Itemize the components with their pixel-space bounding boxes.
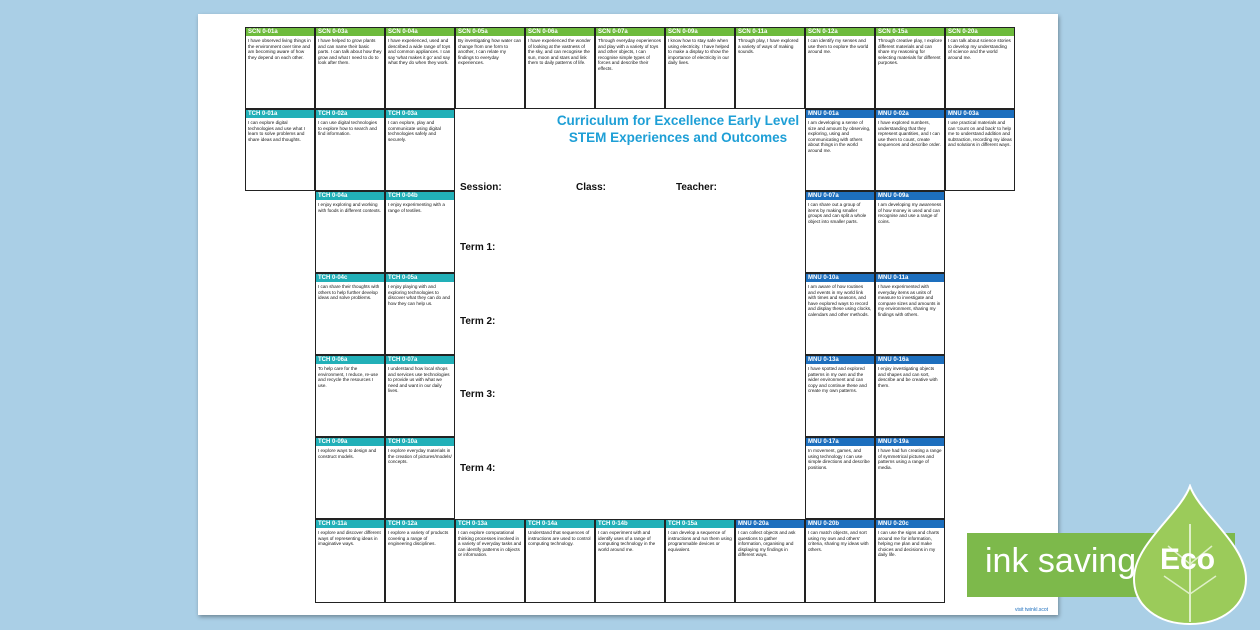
outcome-card-scn-012a [805,27,875,109]
outcome-card-mnu-020c [875,519,945,603]
outcome-text: I can collect objects and ask questions to gather information, organising and displaying my findings in different ways. [738,530,796,558]
outcome-code: MNU 0-07a [806,192,874,200]
outcome-text: Through everyday experiences and play with a variety of toys and other objects, I can recognise simple types of forces and describe their effects. [598,38,662,71]
outcome-code: SCN 0-09a [666,28,734,36]
outcome-text: I am aware of how routines and events in my world link with times and seasons, and have explored ways to record and display these using clocks, calendars and other methods. [808,284,872,317]
outcome-code: MNU 0-10a [806,274,874,282]
outcome-code: SCN 0-20a [946,28,1014,36]
outcome-code: TCH 0-11a [316,520,384,528]
outcome-code: MNU 0-20c [876,520,944,528]
outcome-card-scn-005a [455,27,525,109]
outcome-text: I have experienced the wonder of looking at the vastness of the sky, and can recognise the sun, moon and stars and link them to daily patterns of life. [528,38,591,66]
outcome-text: I enjoy playing with and exploring technologies to discover what they can do and how they can help us. [388,284,451,306]
outcome-code: TCH 0-07a [386,356,454,364]
outcome-text: I have experienced, used and described a wide range of toys and common appliances. I can say 'what makes it go' and say what they do when they work. [388,38,451,66]
outcome-text: I know how to stay safe when using electricity. I have helped to make a display to show the importance of electricity in our daily lives. [668,38,730,66]
outcome-card-tch-004b [385,191,455,273]
title-line-2: STEM Experiences and Outcomes [568,130,788,145]
outcome-code: TCH 0-14b [596,520,664,528]
outcome-code: TCH 0-15a [666,520,734,528]
outcome-card-mnu-003a [945,109,1015,191]
outcome-card-scn-020a [945,27,1015,109]
outcome-card-mnu-020b [805,519,875,603]
outcome-card-mnu-010a [805,273,875,355]
outcome-text: I enjoy experimenting with a range of textiles. [388,202,445,213]
outcome-card-tch-012a [385,519,455,603]
outcome-text: I can identify my senses and use them to explore the world around me. [808,38,869,55]
outcome-card-scn-003a [315,27,385,109]
outcome-code: TCH 0-12a [386,520,454,528]
outcome-code: MNU 0-02a [876,110,944,118]
outcome-code: SCN 0-03a [316,28,384,36]
outcome-code: SCN 0-15a [876,28,944,36]
outcome-code: MNU 0-13a [806,356,874,364]
outcome-text: I have had fun creating a range of symmetrical pictures and patterns using a range of media. [878,448,942,470]
session-label: Session: [460,182,502,193]
outcome-card-mnu-007a [805,191,875,273]
outcome-text: I can share out a group of items by making smaller groups and can split a whole object into smaller parts. [808,202,867,224]
outcome-code: MNU 0-17a [806,438,874,446]
outcome-card-tch-014b [595,519,665,603]
worksheet-page [198,14,1058,615]
outcome-card-scn-004a [385,27,455,109]
outcome-text: I can share their thoughts with others to help further develop ideas and solve problems. [318,284,380,301]
outcome-text: I have helped to grow plants and can name their basic parts. I can talk about how they grow and what I need to do to look after them. [318,38,382,66]
outcome-code: MNU 0-01a [806,110,874,118]
outcome-text: I explore ways to design and construct models. [318,448,377,459]
outcome-text: Understand that sequences of instructions are used to control computing technology. [528,530,591,547]
outcome-code: SCN 0-01a [246,28,314,36]
outcome-code: TCH 0-03a [386,110,454,118]
outcome-card-tch-014a [525,519,595,603]
outcome-code: TCH 0-14a [526,520,594,528]
outcome-code: MNU 0-11a [876,274,944,282]
outcome-code: TCH 0-01a [246,110,314,118]
outcome-text: In movement, games, and using technology I can use simple directions and describe positions. [808,448,870,470]
outcome-text: I am developing a sense of size and amount by observing, exploring, using and communicating with others about things in the world around me. [808,120,871,153]
outcome-code: SCN 0-12a [806,28,874,36]
outcome-text: I use practical materials and can 'count on and back' to help me to understand addition and subtraction, recording my ideas and solutions in different ways. [948,120,1012,148]
outcome-card-tch-003a [385,109,455,191]
outcome-code: MNU 0-20b [806,520,874,528]
outcome-text: I can use the signs and charts around me for information, helping me plan and make choices and decisions in my daily life. [878,530,940,558]
ink-saving-label: ink saving [985,542,1137,580]
outcome-card-mnu-017a [805,437,875,519]
outcome-card-tch-009a [315,437,385,519]
outcome-text: Through play, I have explored a variety of ways of making sounds. [738,38,799,55]
page-title [478,112,878,146]
outcome-text: I can explore, play and communicate using digital technologies safely and securely. [388,120,441,142]
outcome-code: TCH 0-13a [456,520,524,528]
outcome-text: I can match objects, and sort using my own and others' criteria, sharing my ideas with others. [808,530,869,552]
outcome-text: I explore everyday materials in the creation of pictures/models/ concepts. [388,448,452,465]
outcome-text: I can talk about science stories to develop my understanding of science and the world around me. [948,38,1011,60]
outcome-card-scn-015a [875,27,945,109]
outcome-code: TCH 0-05a [386,274,454,282]
outcome-text: I can use digital technologies to explore how to search and find information. [318,120,377,137]
outcome-code: SCN 0-05a [456,28,524,36]
outcome-code: MNU 0-16a [876,356,944,364]
outcome-card-mnu-013a [805,355,875,437]
outcome-text: By investigating how water can change from one form to another, I can relate my findings to everyday experiences. [458,38,522,66]
outcome-card-tch-001a [245,109,315,191]
outcome-card-tch-005a [385,273,455,355]
term-4-label: Term 4: [460,463,496,474]
outcome-code: MNU 0-03a [946,110,1014,118]
outcome-card-tch-002a [315,109,385,191]
outcome-code: TCH 0-06a [316,356,384,364]
outcome-text: I can experiment with and identify uses of a range of computing technology in the world around me. [598,530,656,552]
teacher-label: Teacher: [676,182,717,193]
class-label: Class: [576,182,607,193]
outcome-text: I enjoy investigating objects and shapes and can sort, describe and be creative with them. [878,366,938,388]
outcome-text: I have spotted and explored patterns in my own and the wider environment and can copy and continue these and create my own patterns. [808,366,867,394]
outcome-card-mnu-019a [875,437,945,519]
footer-link: visit twinkl.scot [1014,607,1048,613]
outcome-card-mnu-002a [875,109,945,191]
outcome-card-scn-001a [245,27,315,109]
outcome-text: I can explore computational thinking processes involved in a variety of everyday tasks and can identify patterns in objects or information. [458,530,522,558]
term-3-label: Term 3: [460,389,496,400]
outcome-card-tch-011a [315,519,385,603]
outcome-card-tch-006a [315,355,385,437]
outcome-code: TCH 0-04c [316,274,384,282]
outcome-card-scn-009a [665,27,735,109]
outcome-text: I explore and discover different ways of representing ideas in imaginative ways. [318,530,381,547]
outcome-card-tch-013a [455,519,525,603]
outcome-text: I can develop a sequence of instructions and run them using programmable devices or equivalent. [668,530,732,552]
outcome-code: MNU 0-19a [876,438,944,446]
eco-badge-label: Eco [1160,543,1216,576]
outcome-card-mnu-020a [735,519,805,603]
outcome-card-mnu-009a [875,191,945,273]
outcome-card-scn-006a [525,27,595,109]
outcome-card-tch-004a [315,191,385,273]
outcome-code: SCN 0-07a [596,28,664,36]
outcome-card-tch-010a [385,437,455,519]
outcome-text: I am developing my awareness of how money is used and can recognise and use a range of coins. [878,202,942,224]
outcome-card-tch-015a [665,519,735,603]
outcome-text: I explore a variety of products covering a range of engineering disciplines. [388,530,449,547]
term-2-label: Term 2: [460,316,496,327]
outcome-text: I enjoy exploring and working with foods in different contexts. [318,202,381,213]
outcome-code: TCH 0-04a [316,192,384,200]
outcome-card-tch-004c [315,273,385,355]
outcome-code: TCH 0-02a [316,110,384,118]
outcome-code: MNU 0-09a [876,192,944,200]
outcome-text: Through creative play, I explore different materials and can share my reasoning for selecting materials for different purposes. [878,38,943,66]
outcome-card-scn-011a [735,27,805,109]
outcome-code: SCN 0-04a [386,28,454,36]
outcome-text: I have experimented with everyday items as units of measure to investigate and compare sizes and amounts in my environment, sharing my findings with others. [878,284,941,317]
outcome-text: I have observed living things in the environment over time and am becoming aware of how they depend on each other. [248,38,311,60]
outcome-card-tch-007a [385,355,455,437]
outcome-code: SCN 0-06a [526,28,594,36]
outcome-text: To help care for the environment, I reduce, re-use and recycle the resources I use. [318,366,379,388]
outcome-text: I understand how local shops and services use technologies to provide us with what we need and want in our daily lives. [388,366,450,394]
outcome-code: MNU 0-20a [736,520,804,528]
outcome-card-mnu-016a [875,355,945,437]
outcome-card-scn-007a [595,27,665,109]
outcome-card-mnu-011a [875,273,945,355]
title-line-1: Curriculum for Excellence Early Level [556,113,800,128]
outcome-code: TCH 0-09a [316,438,384,446]
outcome-code: TCH 0-04b [386,192,454,200]
outcome-code: TCH 0-10a [386,438,454,446]
outcome-text: I can explore digital technologies and use what I learn to solve problems and share ideas and thoughts. [248,120,305,142]
outcome-text: I have explored numbers, understanding that they represent quantities, and I can use them to count, create sequences and describe order. [878,120,941,148]
term-1-label: Term 1: [460,242,496,253]
outcome-code: SCN 0-11a [736,28,804,36]
